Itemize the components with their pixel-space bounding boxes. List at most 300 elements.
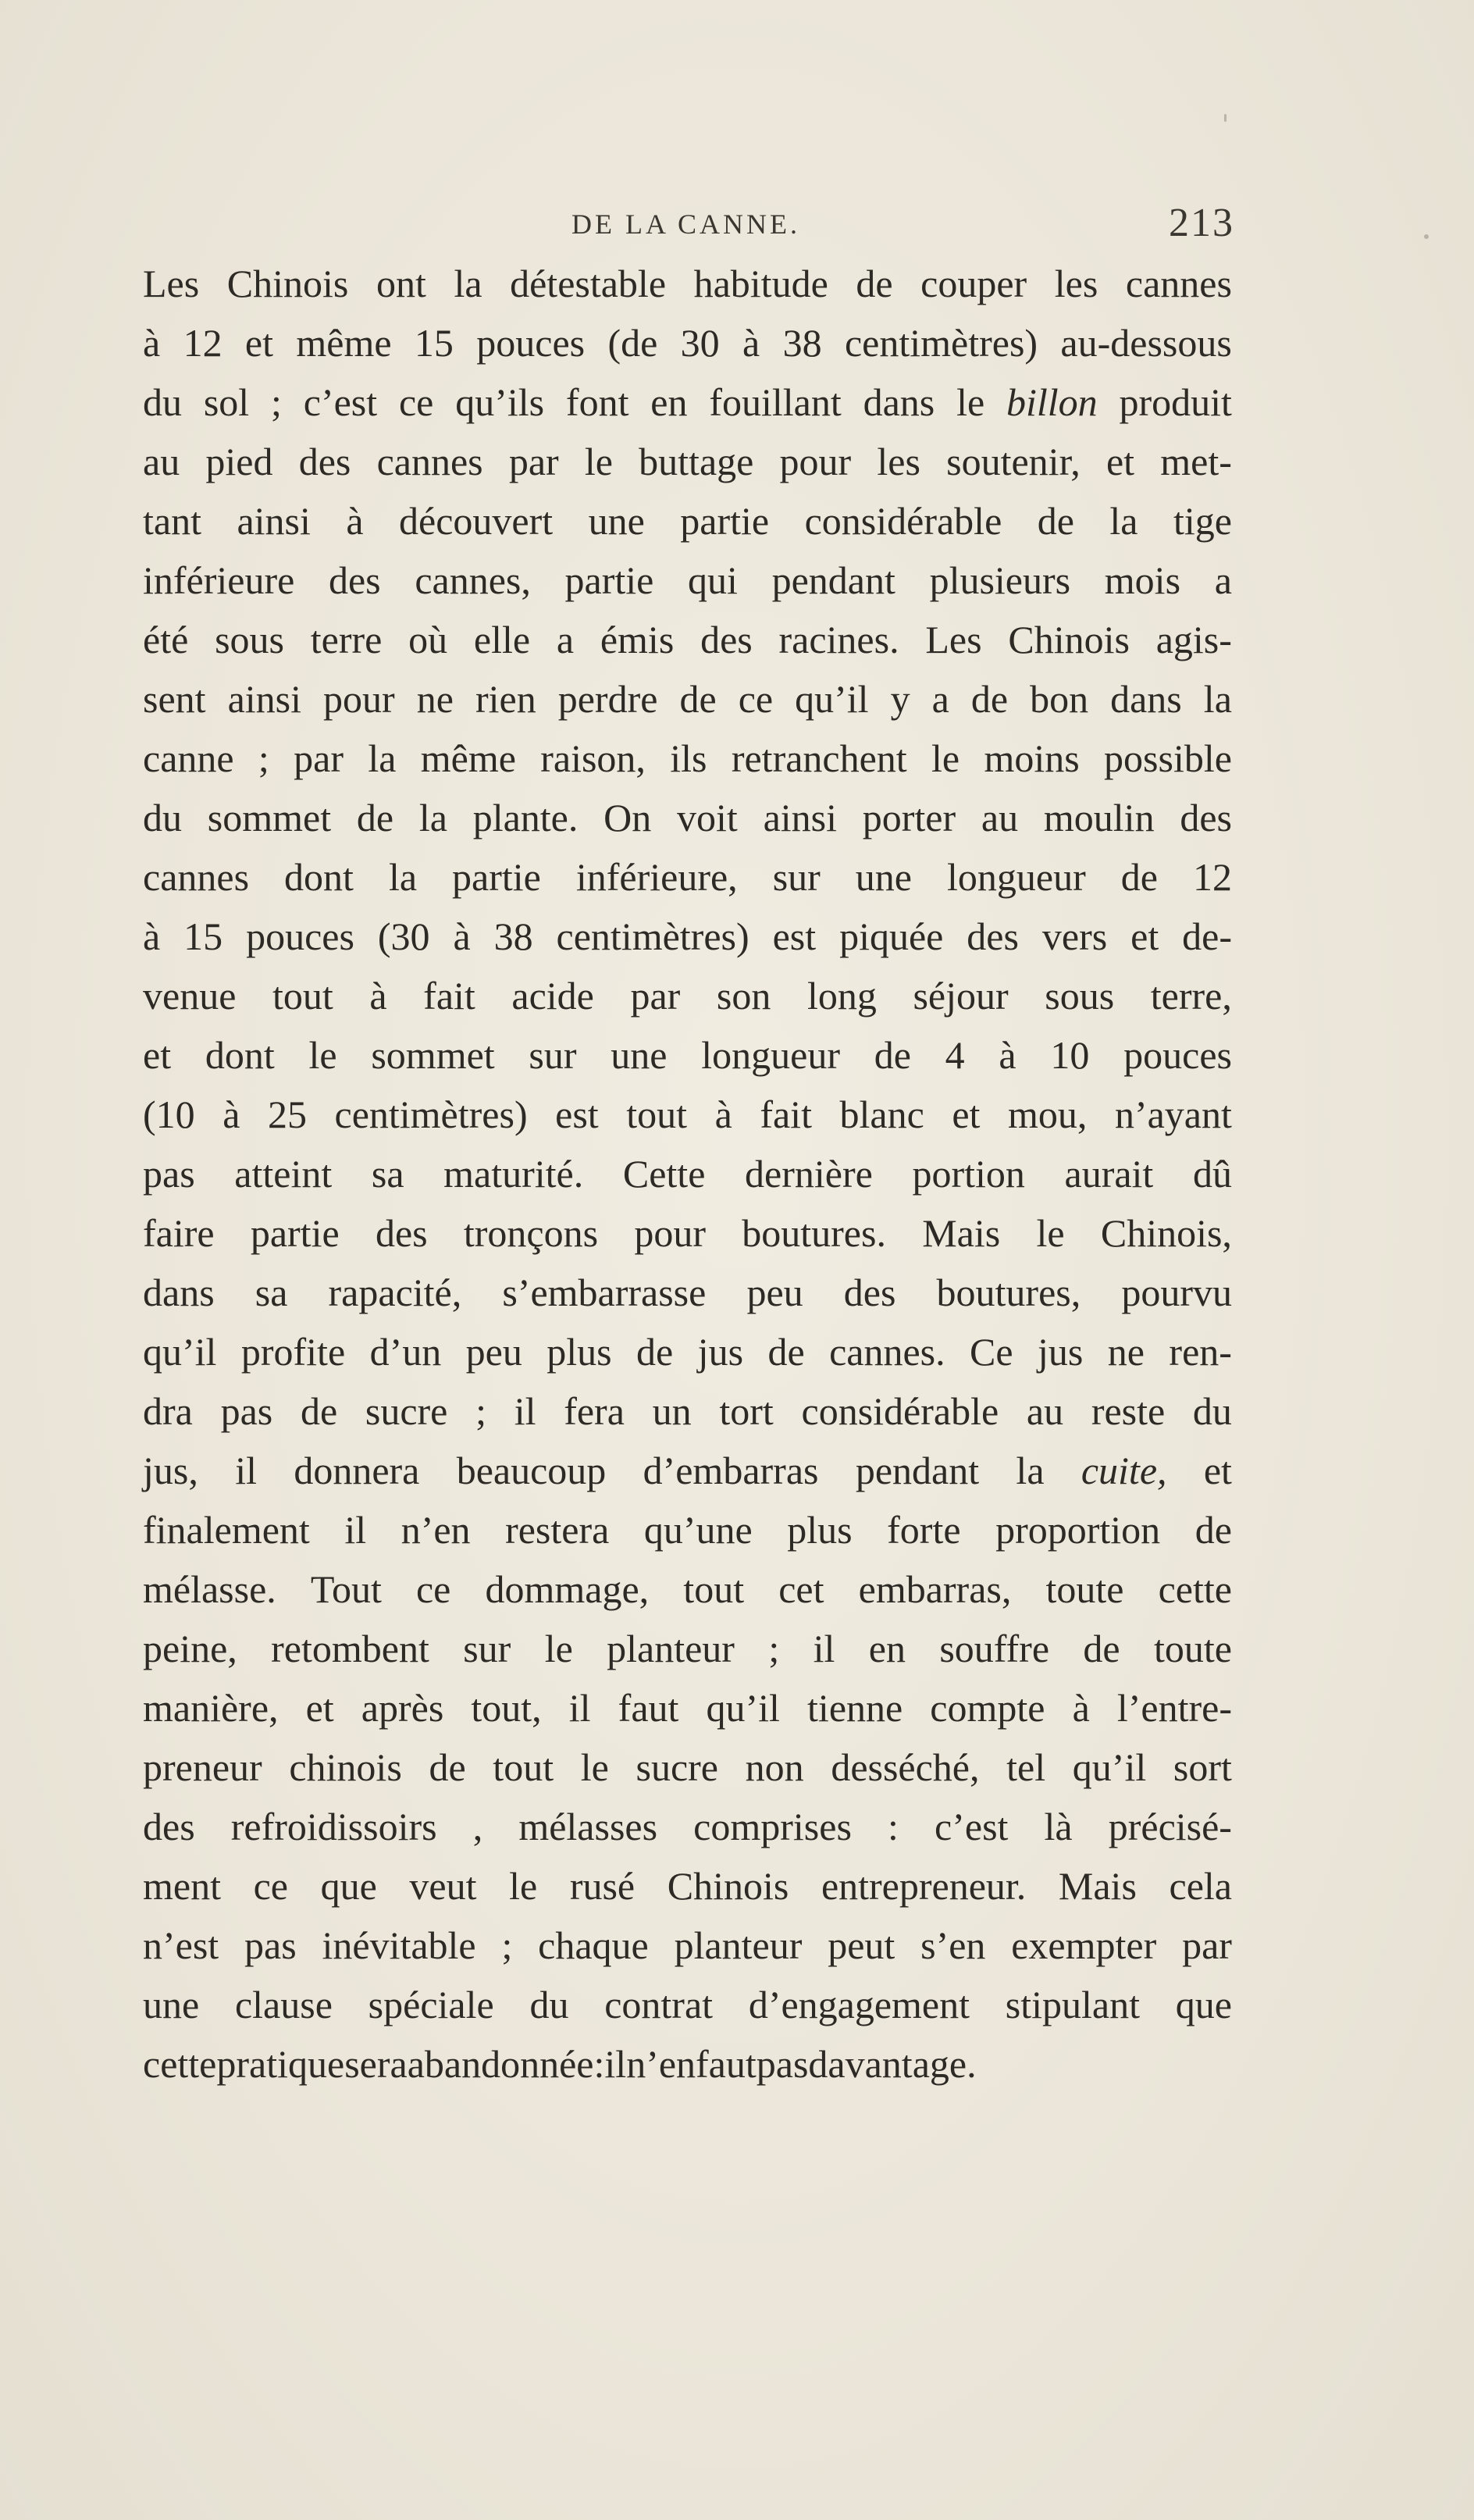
word: pas bbox=[244, 1923, 297, 1967]
word: Ce bbox=[970, 1330, 1013, 1374]
word: pouces bbox=[1123, 1033, 1232, 1077]
word: fera bbox=[564, 1389, 625, 1433]
word: ; bbox=[258, 736, 269, 780]
word: au bbox=[981, 796, 1019, 839]
word: mou, bbox=[1008, 1092, 1088, 1136]
word: pendant bbox=[855, 1449, 980, 1492]
word: : bbox=[888, 1805, 899, 1848]
word: tant bbox=[143, 499, 201, 543]
word: peu bbox=[746, 1271, 803, 1314]
word: n’en bbox=[401, 1508, 471, 1552]
text-line bbox=[143, 788, 1232, 847]
word: ils bbox=[670, 736, 707, 780]
word: cannes, bbox=[415, 558, 531, 602]
word: rapacité, bbox=[328, 1271, 462, 1314]
word: tronçons bbox=[463, 1211, 599, 1255]
word: chaque bbox=[538, 1923, 649, 1967]
text-line bbox=[143, 907, 1232, 966]
word: sur bbox=[529, 1033, 577, 1077]
word: pour bbox=[323, 677, 395, 721]
word: et bbox=[244, 321, 274, 365]
word: perdre bbox=[557, 677, 658, 721]
word: dont bbox=[205, 1033, 275, 1077]
word: boutures. bbox=[742, 1211, 886, 1255]
text-line bbox=[143, 669, 1232, 729]
word: à bbox=[999, 1033, 1016, 1077]
word: séjour bbox=[913, 974, 1009, 1018]
word: toute bbox=[1153, 1627, 1232, 1670]
word: du bbox=[143, 380, 182, 424]
word: pour bbox=[779, 440, 852, 483]
word: restera bbox=[505, 1508, 610, 1552]
word: du bbox=[143, 796, 182, 839]
text-line bbox=[143, 313, 1232, 372]
word: même bbox=[296, 321, 392, 365]
text-line bbox=[143, 1856, 1232, 1916]
word: retombent bbox=[271, 1627, 429, 1670]
word: non bbox=[745, 1745, 804, 1789]
text-line bbox=[143, 1203, 1232, 1263]
word: à bbox=[742, 321, 760, 365]
word: n’en bbox=[626, 2042, 696, 2086]
word: mélasses bbox=[518, 1805, 658, 1848]
word: de bbox=[874, 1033, 911, 1077]
word: 12 bbox=[183, 321, 223, 365]
word: de bbox=[1083, 1627, 1120, 1670]
word: Mais bbox=[922, 1211, 1001, 1255]
word: là bbox=[1044, 1805, 1073, 1848]
word: sur bbox=[463, 1627, 511, 1670]
word: ne bbox=[416, 677, 454, 721]
word: planteur bbox=[674, 1923, 803, 1967]
word: de bbox=[429, 1745, 466, 1789]
word: beaucoup bbox=[456, 1449, 607, 1492]
word: de bbox=[636, 1330, 674, 1374]
word: des bbox=[328, 558, 381, 602]
word: Cette bbox=[622, 1152, 706, 1196]
word: il bbox=[514, 1389, 536, 1433]
word: pas bbox=[143, 1152, 195, 1196]
word: plusieurs bbox=[929, 558, 1071, 602]
word: sommet bbox=[371, 1033, 495, 1077]
word: au-dessous bbox=[1060, 321, 1232, 365]
running-head-title: DE LA CANNE. bbox=[571, 209, 800, 240]
word: d’engagement bbox=[748, 1983, 970, 2026]
word: l’entre- bbox=[1116, 1686, 1232, 1730]
word: tout, bbox=[471, 1686, 542, 1730]
word: qui bbox=[688, 558, 738, 602]
word: font bbox=[565, 380, 629, 424]
word: ce bbox=[253, 1864, 288, 1908]
word: pourvu bbox=[1121, 1271, 1232, 1314]
word: et bbox=[952, 1092, 981, 1136]
word: ; bbox=[271, 380, 282, 424]
word: fait bbox=[760, 1092, 812, 1136]
word: tout bbox=[626, 1092, 688, 1136]
word: maturité. bbox=[443, 1152, 584, 1196]
word: cette bbox=[143, 2042, 217, 2086]
word: le bbox=[509, 1864, 538, 1908]
word: a bbox=[556, 618, 575, 661]
word: de bbox=[970, 677, 1009, 721]
word: à bbox=[369, 974, 387, 1018]
word: couper bbox=[920, 262, 1027, 305]
word: comprises bbox=[693, 1805, 852, 1848]
word: (30 bbox=[377, 914, 430, 958]
word: sur bbox=[772, 855, 821, 899]
word: profite bbox=[240, 1330, 346, 1374]
word: il bbox=[344, 1508, 367, 1552]
word: finalement bbox=[143, 1508, 310, 1552]
word: par bbox=[508, 440, 559, 483]
running-head bbox=[145, 201, 1234, 248]
word: ; bbox=[501, 1923, 513, 1967]
word: agis- bbox=[1155, 618, 1232, 661]
word: 38 bbox=[493, 914, 533, 958]
word: faut bbox=[696, 2042, 757, 2086]
word: sent bbox=[143, 677, 206, 721]
text-line bbox=[143, 1975, 1232, 2034]
text-line bbox=[143, 1381, 1232, 1441]
word: le bbox=[956, 380, 985, 424]
text-line bbox=[143, 372, 1232, 432]
word: tel bbox=[1006, 1745, 1046, 1789]
word: cannes. bbox=[829, 1330, 945, 1374]
paper-speck bbox=[1224, 114, 1227, 122]
word: abandonnée bbox=[407, 2042, 594, 2086]
text-line bbox=[143, 1322, 1232, 1381]
word: une bbox=[855, 855, 912, 899]
text-line bbox=[143, 966, 1232, 1025]
word: pratique bbox=[216, 2042, 345, 2086]
word: long bbox=[806, 974, 877, 1018]
text-line bbox=[143, 1144, 1232, 1203]
text-line bbox=[143, 1797, 1232, 1856]
word: ainsi bbox=[237, 499, 311, 543]
word: fouillant bbox=[709, 380, 842, 424]
word: d’embarras bbox=[643, 1449, 819, 1492]
word: jus bbox=[1038, 1330, 1084, 1374]
word: les bbox=[877, 440, 920, 483]
word: soutenir, bbox=[946, 440, 1081, 483]
word: partie bbox=[452, 855, 541, 899]
word: 12 bbox=[1192, 855, 1232, 899]
word: est bbox=[555, 1092, 599, 1136]
word: compte bbox=[930, 1686, 1045, 1730]
word: Chinois bbox=[1008, 618, 1130, 661]
word: sa bbox=[255, 1271, 288, 1314]
word: sous bbox=[215, 618, 284, 661]
word: peu bbox=[465, 1330, 522, 1374]
word: dernière bbox=[745, 1152, 873, 1196]
word: partie bbox=[250, 1211, 340, 1255]
word: inférieure, bbox=[575, 855, 738, 899]
text-line bbox=[143, 1619, 1232, 1678]
word: cannes bbox=[143, 855, 250, 899]
word: s’en bbox=[920, 1923, 986, 1967]
word: la bbox=[388, 855, 418, 899]
word: desséché, bbox=[831, 1745, 980, 1789]
text-line bbox=[143, 551, 1232, 610]
word: stipulant bbox=[1005, 1983, 1140, 2026]
text-line bbox=[143, 1916, 1232, 1975]
text-line bbox=[143, 1263, 1232, 1322]
word: même bbox=[420, 736, 516, 780]
word: des bbox=[843, 1271, 896, 1314]
word: voit bbox=[677, 796, 738, 839]
word: de- bbox=[1182, 914, 1232, 958]
word: à bbox=[453, 914, 471, 958]
word: longueur bbox=[701, 1033, 840, 1077]
word: produit bbox=[1119, 380, 1232, 424]
word: ainsi bbox=[227, 677, 302, 721]
word: des bbox=[700, 618, 753, 661]
word: à bbox=[143, 321, 161, 365]
word: sa bbox=[371, 1152, 404, 1196]
word: faut bbox=[618, 1686, 679, 1730]
word: atteint bbox=[234, 1152, 333, 1196]
word: manière, bbox=[143, 1686, 279, 1730]
word: , bbox=[472, 1805, 483, 1848]
word: et bbox=[1203, 1449, 1232, 1492]
word: la bbox=[1203, 677, 1232, 721]
word: du bbox=[529, 1983, 569, 2026]
word: piquée bbox=[839, 914, 944, 958]
word: partie bbox=[564, 558, 654, 602]
text-line bbox=[143, 847, 1232, 907]
word: jus, bbox=[143, 1449, 198, 1492]
word: refroidissoirs bbox=[230, 1805, 437, 1848]
word: sera bbox=[344, 2042, 408, 2086]
word: le bbox=[580, 1745, 609, 1789]
word: 15 bbox=[183, 914, 223, 958]
word: portion bbox=[912, 1152, 1025, 1196]
word: qu’ils bbox=[455, 380, 545, 424]
word: des bbox=[298, 440, 351, 483]
word: le bbox=[1036, 1211, 1065, 1255]
word: un bbox=[652, 1389, 692, 1433]
word: pas bbox=[220, 1389, 273, 1433]
word: boutures, bbox=[936, 1271, 1081, 1314]
word: été bbox=[143, 618, 189, 661]
word: de bbox=[767, 1330, 805, 1374]
word: 10 bbox=[1050, 1033, 1090, 1077]
word: en bbox=[650, 380, 688, 424]
word: et bbox=[1106, 440, 1135, 483]
word: 25 bbox=[267, 1092, 307, 1136]
word: par bbox=[294, 736, 344, 780]
word: dra bbox=[143, 1389, 193, 1433]
word: On bbox=[603, 796, 652, 839]
word: venue bbox=[143, 974, 237, 1018]
word: centimètres) bbox=[334, 1092, 528, 1136]
word: pouces bbox=[246, 914, 354, 958]
word: 4 bbox=[945, 1033, 965, 1077]
word: à bbox=[346, 499, 364, 543]
word: ne bbox=[1107, 1330, 1145, 1374]
word: acide bbox=[511, 974, 594, 1018]
word: ce bbox=[415, 1567, 451, 1611]
word: pendant bbox=[771, 558, 895, 602]
word: tienne bbox=[807, 1686, 903, 1730]
word: aurait bbox=[1064, 1152, 1154, 1196]
word: au bbox=[143, 440, 180, 483]
word: centimètres) bbox=[556, 914, 749, 958]
word: il bbox=[568, 1686, 591, 1730]
text-line bbox=[143, 491, 1232, 551]
word: de bbox=[1037, 499, 1074, 543]
word: moins bbox=[984, 736, 1080, 780]
word: du bbox=[1192, 1389, 1232, 1433]
word: cet bbox=[778, 1567, 824, 1611]
word: dû bbox=[1192, 1152, 1232, 1196]
word: dans bbox=[863, 380, 935, 424]
text-line bbox=[143, 1500, 1232, 1559]
word: 30 bbox=[680, 321, 720, 365]
word: canne bbox=[143, 736, 234, 780]
word: (de bbox=[607, 321, 658, 365]
word: le bbox=[584, 440, 613, 483]
word: la bbox=[1016, 1449, 1045, 1492]
word: contrat bbox=[604, 1983, 714, 2026]
word: n’ayant bbox=[1114, 1092, 1232, 1136]
word: la bbox=[418, 796, 447, 839]
word: cannes bbox=[376, 440, 483, 483]
word: cannes bbox=[1125, 262, 1232, 305]
word: par bbox=[1182, 1923, 1232, 1967]
word: centimètres) bbox=[844, 321, 1038, 365]
word: pouces bbox=[476, 321, 586, 365]
word: elle bbox=[473, 618, 531, 661]
word: bon bbox=[1030, 677, 1089, 721]
word: planteur bbox=[607, 1627, 735, 1670]
word: de bbox=[856, 262, 893, 305]
word: sous bbox=[1045, 974, 1115, 1018]
word: après bbox=[361, 1686, 444, 1730]
word: qu’il bbox=[143, 1330, 217, 1374]
word: blanc bbox=[839, 1092, 924, 1136]
word: et bbox=[143, 1033, 172, 1077]
word: en bbox=[868, 1627, 906, 1670]
word: des bbox=[1180, 796, 1232, 839]
text-line bbox=[143, 729, 1232, 788]
word: entrepreneur. bbox=[821, 1864, 1027, 1908]
word: retranchent bbox=[731, 736, 907, 780]
word: souffre bbox=[939, 1627, 1050, 1670]
word: habitude bbox=[693, 262, 828, 305]
word: son bbox=[716, 974, 771, 1018]
word: preneur bbox=[143, 1745, 262, 1789]
word: le bbox=[544, 1627, 573, 1670]
word: émis bbox=[600, 618, 675, 661]
word: cela bbox=[1169, 1864, 1232, 1908]
word: tige bbox=[1173, 499, 1232, 543]
word: toute bbox=[1045, 1567, 1124, 1611]
word: buttage bbox=[639, 440, 754, 483]
word: des bbox=[143, 1805, 195, 1848]
word: découvert bbox=[399, 499, 554, 543]
word: y bbox=[890, 677, 910, 721]
word: clause bbox=[234, 1983, 333, 2026]
word: la bbox=[1109, 499, 1138, 543]
word: mélasse. bbox=[143, 1567, 276, 1611]
word: porter bbox=[862, 796, 956, 839]
word: sol bbox=[203, 380, 250, 424]
word: davantage. bbox=[808, 2042, 977, 2086]
word: une bbox=[611, 1033, 668, 1077]
word: raison, bbox=[540, 736, 646, 780]
text-line bbox=[143, 1559, 1232, 1619]
word: plante. bbox=[472, 796, 579, 839]
word: de bbox=[1195, 1508, 1232, 1552]
word: jus bbox=[697, 1330, 744, 1374]
word: veut bbox=[409, 1864, 477, 1908]
word: de bbox=[300, 1389, 338, 1433]
word: inévitable bbox=[322, 1923, 476, 1967]
text-line bbox=[143, 1025, 1232, 1085]
word: met- bbox=[1160, 440, 1232, 483]
word: a bbox=[1214, 558, 1232, 602]
word: rusé bbox=[569, 1864, 636, 1908]
word: où bbox=[408, 618, 448, 661]
word: à bbox=[223, 1092, 240, 1136]
body-text bbox=[143, 254, 1232, 2094]
word: tout bbox=[493, 1745, 554, 1789]
word: qu’il bbox=[706, 1686, 780, 1730]
word: proportion bbox=[995, 1508, 1161, 1552]
word: pied bbox=[205, 440, 273, 483]
word: à bbox=[1072, 1686, 1090, 1730]
word: il bbox=[813, 1627, 835, 1670]
word: il bbox=[604, 2042, 627, 2086]
word: qu’il bbox=[795, 677, 869, 721]
text-line bbox=[143, 254, 1232, 313]
word: d’un bbox=[369, 1330, 442, 1374]
word: par bbox=[630, 974, 681, 1018]
word: une bbox=[143, 1983, 200, 2026]
word: sommet bbox=[207, 796, 332, 839]
word: : bbox=[593, 2042, 605, 2086]
word: le bbox=[931, 736, 960, 780]
word: spéciale bbox=[368, 1983, 494, 2026]
word: précisé- bbox=[1108, 1805, 1232, 1848]
word: forte bbox=[887, 1508, 961, 1552]
word: dans bbox=[143, 1271, 215, 1314]
word: dans bbox=[1110, 677, 1182, 721]
word: 15 bbox=[414, 321, 454, 365]
word: chinois bbox=[289, 1745, 402, 1789]
text-line bbox=[143, 2034, 1232, 2094]
word: dont bbox=[284, 855, 354, 899]
word: de bbox=[1120, 855, 1158, 899]
word: moulin bbox=[1043, 796, 1155, 839]
text-line bbox=[143, 1738, 1232, 1797]
word: sort bbox=[1173, 1745, 1232, 1789]
word: détestable bbox=[510, 262, 667, 305]
word: tout bbox=[272, 974, 333, 1018]
word: et bbox=[305, 1686, 334, 1730]
word: la bbox=[454, 262, 482, 305]
word: ainsi bbox=[763, 796, 837, 839]
word: les bbox=[1054, 262, 1098, 305]
word: de bbox=[679, 677, 717, 721]
word: exempter bbox=[1011, 1923, 1157, 1967]
word: faire bbox=[143, 1211, 215, 1255]
word: sucre bbox=[636, 1745, 718, 1789]
word: cette bbox=[1158, 1567, 1232, 1611]
word: Chinois bbox=[226, 262, 349, 305]
word: 38 bbox=[782, 321, 822, 365]
